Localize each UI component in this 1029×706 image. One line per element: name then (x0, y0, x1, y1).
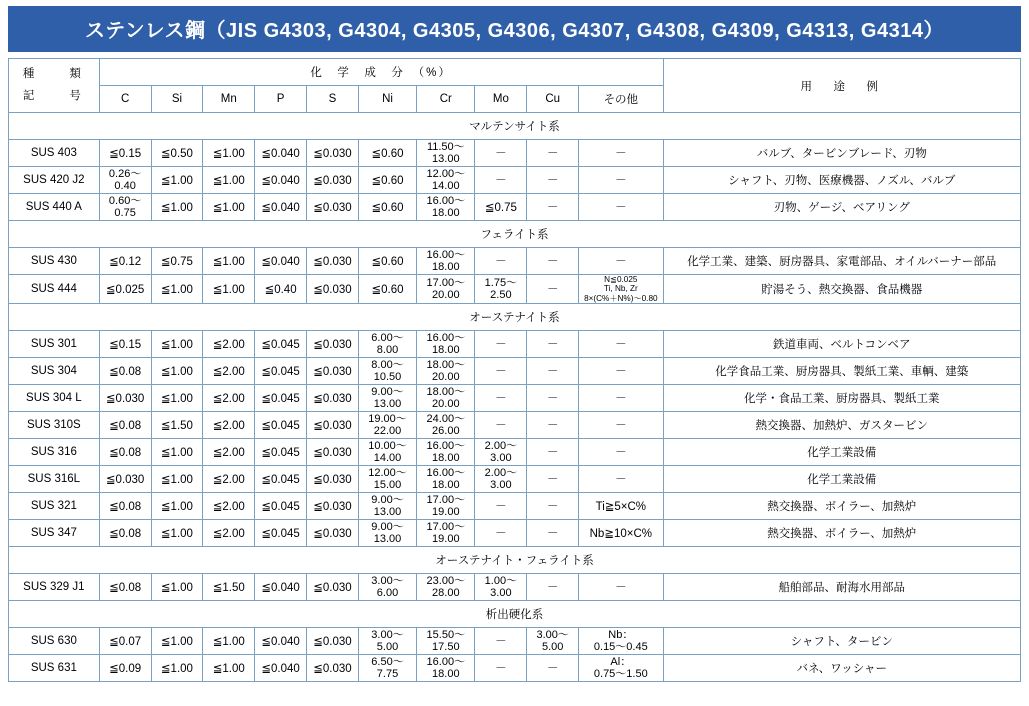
cell-mn: ≦1.00 (203, 275, 255, 304)
cell-s: ≦0.030 (307, 140, 359, 167)
cell-si: ≦1.00 (151, 655, 203, 682)
table-header (9, 59, 1021, 113)
usage-example: バルブ、タービンブレード、刃物 (663, 140, 1021, 167)
stainless-steel-table (8, 58, 1021, 682)
cell-ni: 9.00～ 13.00 (358, 385, 416, 412)
cell-s: ≦0.030 (307, 275, 359, 304)
cell-ni: 9.00～ 13.00 (358, 493, 416, 520)
cell-mn: ≦2.00 (203, 439, 255, 466)
cell-other: Al： 0.75～1.50 (579, 655, 663, 682)
table-row (9, 412, 1021, 439)
cell-p: ≦0.40 (255, 275, 307, 304)
header-element-mo: Mo (475, 86, 527, 113)
table-row (9, 275, 1021, 304)
header-element-s: S (307, 86, 359, 113)
table-row (9, 248, 1021, 275)
cell-si: ≦1.00 (151, 358, 203, 385)
cell-c: 0.60～ 0.75 (99, 194, 151, 221)
cell-cu: － (527, 655, 579, 682)
usage-example: 船舶部品、耐海水用部品 (663, 574, 1021, 601)
cell-mo: 2.00～ 3.00 (475, 466, 527, 493)
table-row (9, 628, 1021, 655)
cell-c: ≦0.030 (99, 466, 151, 493)
usage-example: シャフト、刃物、医療機器、ノズル、バルブ (663, 167, 1021, 194)
cell-s: ≦0.030 (307, 358, 359, 385)
cell-cr: 16.00～ 18.00 (417, 194, 475, 221)
table-row (9, 520, 1021, 547)
cell-si: ≦1.00 (151, 466, 203, 493)
cell-c: ≦0.09 (99, 655, 151, 682)
cell-other: － (579, 248, 663, 275)
cell-ni: 12.00～ 15.00 (358, 466, 416, 493)
cell-p: ≦0.040 (255, 574, 307, 601)
cell-c: ≦0.12 (99, 248, 151, 275)
cell-cr: 18.00～ 20.00 (417, 385, 475, 412)
usage-example: バネ、ワッシャー (663, 655, 1021, 682)
cell-s: ≦0.030 (307, 520, 359, 547)
cell-other: － (579, 412, 663, 439)
table-row (9, 466, 1021, 493)
usage-example: 化学工業設備 (663, 439, 1021, 466)
cell-other: Ti≧5×C% (579, 493, 663, 520)
cell-c: ≦0.08 (99, 574, 151, 601)
cell-si: ≦0.75 (151, 248, 203, 275)
cell-ni: 8.00～ 10.50 (358, 358, 416, 385)
cell-other: － (579, 140, 663, 167)
cell-mn: ≦1.00 (203, 248, 255, 275)
cell-cr: 16.00～ 18.00 (417, 331, 475, 358)
table-row (9, 655, 1021, 682)
table-row (9, 167, 1021, 194)
cell-si: ≦1.00 (151, 331, 203, 358)
cell-si: ≦0.50 (151, 140, 203, 167)
steel-code: SUS 430 (9, 248, 100, 275)
group-name: 析出硬化系 (9, 601, 1021, 628)
page-title: ステンレス鋼（JIS G4303, G4304, G4305, G4306, G4307, G4308, G4309, G4313, G4314） (8, 6, 1021, 52)
steel-code: SUS 310S (9, 412, 100, 439)
cell-p: ≦0.045 (255, 358, 307, 385)
cell-mo: ≦0.75 (475, 194, 527, 221)
cell-mn: ≦2.00 (203, 385, 255, 412)
cell-mn: ≦1.50 (203, 574, 255, 601)
cell-mn: ≦2.00 (203, 520, 255, 547)
cell-s: ≦0.030 (307, 412, 359, 439)
cell-other: － (579, 167, 663, 194)
cell-cu: － (527, 520, 579, 547)
cell-mo: － (475, 248, 527, 275)
table-row (9, 574, 1021, 601)
cell-mo: － (475, 412, 527, 439)
cell-si: ≦1.00 (151, 439, 203, 466)
cell-s: ≦0.030 (307, 248, 359, 275)
cell-mo: 1.75～ 2.50 (475, 275, 527, 304)
group-header-row (9, 113, 1021, 140)
cell-s: ≦0.030 (307, 194, 359, 221)
cell-p: ≦0.040 (255, 248, 307, 275)
cell-cu: － (527, 194, 579, 221)
cell-si: ≦1.00 (151, 385, 203, 412)
cell-ni: ≦0.60 (358, 167, 416, 194)
header-usage: 用 途 例 (663, 59, 1021, 113)
cell-mn: ≦2.00 (203, 358, 255, 385)
cell-p: ≦0.045 (255, 331, 307, 358)
cell-c: ≦0.08 (99, 439, 151, 466)
cell-c: ≦0.15 (99, 331, 151, 358)
cell-p: ≦0.040 (255, 140, 307, 167)
header-kind-line1: 種 類 (22, 67, 85, 80)
cell-si: ≦1.00 (151, 493, 203, 520)
cell-cu: － (527, 358, 579, 385)
steel-code: SUS 440 A (9, 194, 100, 221)
steel-code: SUS 301 (9, 331, 100, 358)
cell-si: ≦1.00 (151, 628, 203, 655)
cell-cu: － (527, 493, 579, 520)
group-header-row (9, 221, 1021, 248)
cell-mo: － (475, 655, 527, 682)
cell-p: ≦0.045 (255, 385, 307, 412)
group-name: フェライト系 (9, 221, 1021, 248)
cell-cr: 18.00～ 20.00 (417, 358, 475, 385)
header-element-si: Si (151, 86, 203, 113)
cell-ni: 3.00～ 5.00 (358, 628, 416, 655)
header-element-cr: Cr (417, 86, 475, 113)
cell-mn: ≦1.00 (203, 140, 255, 167)
cell-s: ≦0.030 (307, 655, 359, 682)
usage-example: 貯湯そう、熱交換器、食品機器 (663, 275, 1021, 304)
cell-s: ≦0.030 (307, 466, 359, 493)
usage-example: 刃物、ゲージ、ベアリング (663, 194, 1021, 221)
cell-c: ≦0.15 (99, 140, 151, 167)
cell-p: ≦0.040 (255, 194, 307, 221)
group-header-row (9, 304, 1021, 331)
cell-s: ≦0.030 (307, 331, 359, 358)
header-element-cu: Cu (527, 86, 579, 113)
cell-si: ≦1.00 (151, 275, 203, 304)
steel-code: SUS 420 J2 (9, 167, 100, 194)
cell-c: ≦0.08 (99, 412, 151, 439)
usage-example: 熱交換器、加熱炉、ガスタービン (663, 412, 1021, 439)
cell-s: ≦0.030 (307, 574, 359, 601)
cell-cu: － (527, 412, 579, 439)
cell-c: 0.26～ 0.40 (99, 167, 151, 194)
cell-c: ≦0.07 (99, 628, 151, 655)
cell-mo: － (475, 167, 527, 194)
cell-other: － (579, 331, 663, 358)
cell-mn: ≦2.00 (203, 493, 255, 520)
cell-ni: 6.00～ 8.00 (358, 331, 416, 358)
cell-p: ≦0.045 (255, 466, 307, 493)
cell-p: ≦0.040 (255, 167, 307, 194)
header-element-mn: Mn (203, 86, 255, 113)
cell-cr: 24.00～ 26.00 (417, 412, 475, 439)
cell-cu: － (527, 574, 579, 601)
cell-mn: ≦1.00 (203, 167, 255, 194)
usage-example: 化学・食品工業、厨房器具、製紙工業 (663, 385, 1021, 412)
cell-si: ≦1.00 (151, 574, 203, 601)
steel-code: SUS 321 (9, 493, 100, 520)
cell-cr: 16.00～ 18.00 (417, 466, 475, 493)
cell-ni: ≦0.60 (358, 248, 416, 275)
steel-code: SUS 304 (9, 358, 100, 385)
usage-example: 熱交換器、ボイラー、加熱炉 (663, 520, 1021, 547)
usage-example: 化学工業設備 (663, 466, 1021, 493)
steel-code: SUS 631 (9, 655, 100, 682)
cell-cu: － (527, 140, 579, 167)
table-row (9, 493, 1021, 520)
table-row (9, 358, 1021, 385)
header-kind-line2: 記 号 (22, 89, 85, 102)
cell-other: Nb≧10×C% (579, 520, 663, 547)
cell-cr: 12.00～ 14.00 (417, 167, 475, 194)
cell-other: － (579, 358, 663, 385)
cell-mn: ≦2.00 (203, 466, 255, 493)
cell-cr: 17.00～ 19.00 (417, 520, 475, 547)
steel-code: SUS 304 L (9, 385, 100, 412)
header-element-other: その他 (579, 86, 663, 113)
group-name: マルテンサイト系 (9, 113, 1021, 140)
cell-p: ≦0.045 (255, 493, 307, 520)
cell-mo: 2.00～ 3.00 (475, 439, 527, 466)
cell-cu: － (527, 331, 579, 358)
cell-si: ≦1.00 (151, 194, 203, 221)
cell-cu: － (527, 275, 579, 304)
cell-mo: － (475, 520, 527, 547)
steel-code: SUS 329 J1 (9, 574, 100, 601)
cell-c: ≦0.08 (99, 520, 151, 547)
cell-cr: 16.00～ 18.00 (417, 248, 475, 275)
header-composition: 化 学 成 分 （%） (99, 59, 663, 86)
cell-cu: － (527, 248, 579, 275)
steel-code: SUS 316L (9, 466, 100, 493)
header-element-p: P (255, 86, 307, 113)
cell-mn: ≦2.00 (203, 331, 255, 358)
cell-c: ≦0.030 (99, 385, 151, 412)
cell-si: ≦1.00 (151, 520, 203, 547)
cell-p: ≦0.040 (255, 655, 307, 682)
group-name: オーステナイト・フェライト系 (9, 547, 1021, 574)
cell-mo: － (475, 140, 527, 167)
cell-p: ≦0.045 (255, 439, 307, 466)
cell-cr: 11.50～ 13.00 (417, 140, 475, 167)
cell-mo: － (475, 628, 527, 655)
steel-code: SUS 316 (9, 439, 100, 466)
table-body (9, 113, 1021, 682)
cell-s: ≦0.030 (307, 385, 359, 412)
cell-mn: ≦1.00 (203, 628, 255, 655)
header-element-ni: Ni (358, 86, 416, 113)
cell-si: ≦1.00 (151, 167, 203, 194)
cell-ni: 19.00～ 22.00 (358, 412, 416, 439)
cell-c: ≦0.08 (99, 358, 151, 385)
cell-s: ≦0.030 (307, 628, 359, 655)
cell-si: ≦1.50 (151, 412, 203, 439)
cell-mo: － (475, 358, 527, 385)
cell-cr: 17.00～ 20.00 (417, 275, 475, 304)
cell-cr: 23.00～ 28.00 (417, 574, 475, 601)
cell-cu: 3.00～ 5.00 (527, 628, 579, 655)
usage-example: 化学食品工業、厨房器具、製紙工業、車輌、建築 (663, 358, 1021, 385)
table-row (9, 194, 1021, 221)
cell-cr: 16.00～ 18.00 (417, 655, 475, 682)
usage-example: 化学工業、建築、厨房器具、家電部品、オイルバーナー部品 (663, 248, 1021, 275)
cell-mn: ≦1.00 (203, 194, 255, 221)
cell-ni: 3.00～ 6.00 (358, 574, 416, 601)
usage-example: 鉄道車両、ベルトコンベア (663, 331, 1021, 358)
header-element-c: C (99, 86, 151, 113)
cell-mn: ≦1.00 (203, 655, 255, 682)
steel-code: SUS 347 (9, 520, 100, 547)
header-kind (9, 59, 100, 113)
cell-other: － (579, 194, 663, 221)
cell-ni: 6.50～ 7.75 (358, 655, 416, 682)
table-row (9, 331, 1021, 358)
cell-other: － (579, 439, 663, 466)
cell-c: ≦0.025 (99, 275, 151, 304)
cell-other: － (579, 385, 663, 412)
cell-other: － (579, 466, 663, 493)
table-row (9, 385, 1021, 412)
cell-ni: ≦0.60 (358, 140, 416, 167)
cell-ni: 10.00～ 14.00 (358, 439, 416, 466)
cell-mn: ≦2.00 (203, 412, 255, 439)
cell-other: － (579, 574, 663, 601)
cell-other: N≦0.025 Ti, Nb, Zr 8×(C%＋N%)～0.80 (579, 275, 663, 304)
cell-p: ≦0.045 (255, 412, 307, 439)
cell-cu: － (527, 167, 579, 194)
cell-mo: － (475, 493, 527, 520)
table-row (9, 140, 1021, 167)
group-header-row (9, 601, 1021, 628)
usage-example: シャフト、タービン (663, 628, 1021, 655)
steel-code: SUS 403 (9, 140, 100, 167)
cell-cr: 17.00～ 19.00 (417, 493, 475, 520)
cell-s: ≦0.030 (307, 493, 359, 520)
usage-example: 熱交換器、ボイラー、加熱炉 (663, 493, 1021, 520)
group-name: オーステナイト系 (9, 304, 1021, 331)
cell-c: ≦0.08 (99, 493, 151, 520)
cell-cr: 16.00～ 18.00 (417, 439, 475, 466)
cell-ni: 9.00～ 13.00 (358, 520, 416, 547)
cell-other: Nb： 0.15～0.45 (579, 628, 663, 655)
cell-s: ≦0.030 (307, 167, 359, 194)
steel-code: SUS 444 (9, 275, 100, 304)
cell-p: ≦0.040 (255, 628, 307, 655)
cell-cu: － (527, 439, 579, 466)
cell-ni: ≦0.60 (358, 275, 416, 304)
steel-code: SUS 630 (9, 628, 100, 655)
cell-cr: 15.50～ 17.50 (417, 628, 475, 655)
cell-ni: ≦0.60 (358, 194, 416, 221)
cell-cu: － (527, 466, 579, 493)
table-row (9, 439, 1021, 466)
cell-mo: 1.00～ 3.00 (475, 574, 527, 601)
cell-mo: － (475, 331, 527, 358)
group-header-row (9, 547, 1021, 574)
cell-s: ≦0.030 (307, 439, 359, 466)
cell-cu: － (527, 385, 579, 412)
cell-p: ≦0.045 (255, 520, 307, 547)
cell-mo: － (475, 385, 527, 412)
